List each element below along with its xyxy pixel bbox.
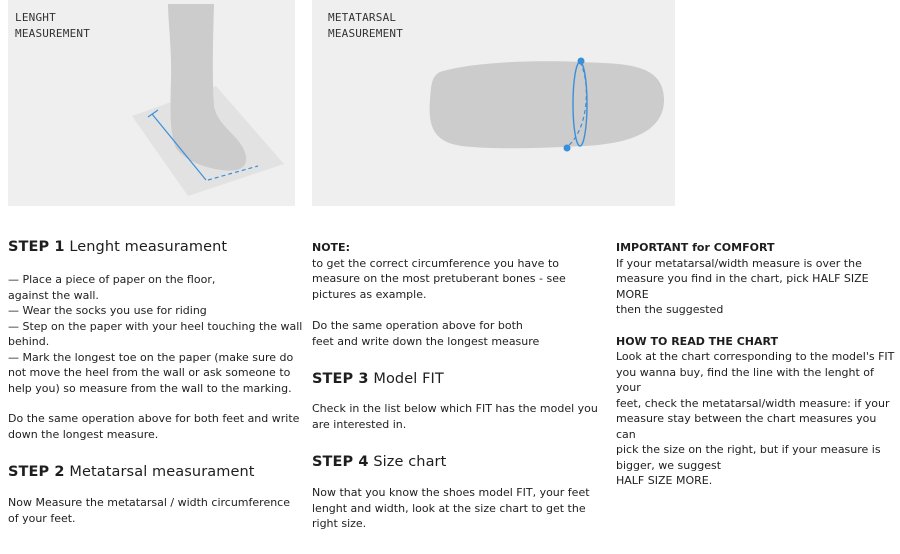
important-title: IMPORTANT for COMFORT — [616, 241, 775, 254]
step4-heading — [312, 453, 602, 471]
step1-heading — [8, 238, 303, 256]
step1-note: Do the same operation above for both feet and write down the longest measure. — [8, 412, 300, 441]
foot-silhouette — [430, 61, 664, 148]
step4-text: Now that you know the shoes model FIT, your feet lenght and width, look at the size chart to get the right size. — [312, 486, 590, 530]
step1-title: Lenght measurament — [69, 239, 228, 255]
note-text: to get the correct circumference you have to measure on the most pretuberant bones - see pictures as example. — [312, 256, 566, 301]
length-measurement-label: LENGHT MEASUREMENT — [15, 11, 91, 40]
howto-text: Look at the chart corresponding to the model's FIT you wanna buy, find the line with the lenght of your feet, check the metatarsal/width measure: if your measure stay between the chart measures you can pick the size on the right, but if your measure is bigger, we suggest HALF SIZE MORE. — [616, 350, 895, 487]
howto-title: HOW TO READ THE CHART — [616, 334, 778, 348]
measure-point-bottom — [564, 145, 571, 152]
step3-title: Model FIT — [373, 371, 444, 387]
step2-heading — [8, 463, 303, 481]
step2-title: Metatarsal measurament — [69, 464, 255, 480]
column-comfort-howto — [616, 240, 898, 489]
metatarsal-measurement-panel — [312, 0, 675, 206]
column-note-steps-3-4 — [312, 240, 602, 532]
step3-heading — [312, 370, 602, 388]
step2-number: STEP 2 — [8, 464, 65, 480]
step3-text: Check in the list below which FIT has the model you are interested in. — [312, 402, 598, 431]
length-measurement-panel — [8, 0, 295, 206]
step1-number: STEP 1 — [8, 239, 65, 255]
important-text: If your metatarsal/width measure is over the measure you find in the chart, pick HALF SIZE MORE then the suggested — [616, 256, 869, 316]
column-steps-1-2 — [8, 238, 303, 526]
leg-silhouette — [168, 4, 246, 171]
step2-text: Now Measure the metatarsal / width circumference of your feet. — [8, 496, 290, 525]
foot-on-paper-illustration — [8, 0, 295, 206]
measure-point-top — [578, 58, 585, 65]
note-title: NOTE: — [312, 241, 350, 254]
metatarsal-measurement-label: METATARSAL MEASUREMENT — [328, 11, 404, 40]
note-text-2: Do the same operation above for both feet and write down the longest measure — [312, 319, 540, 348]
foot-side-illustration — [312, 0, 675, 206]
step4-title: Size chart — [373, 454, 447, 470]
step4-number: STEP 4 — [312, 454, 369, 470]
step3-number: STEP 3 — [312, 371, 369, 387]
step1-instructions: — Place a piece of paper on the floor, against the wall. — Wear the socks you use for riding — Step on the paper with your heel touching the wall behind. — Mark the longest toe on the paper (make sure do not move the heel from the wall or ask someone to help you) so measure from the wall to the marking. — [8, 273, 303, 395]
